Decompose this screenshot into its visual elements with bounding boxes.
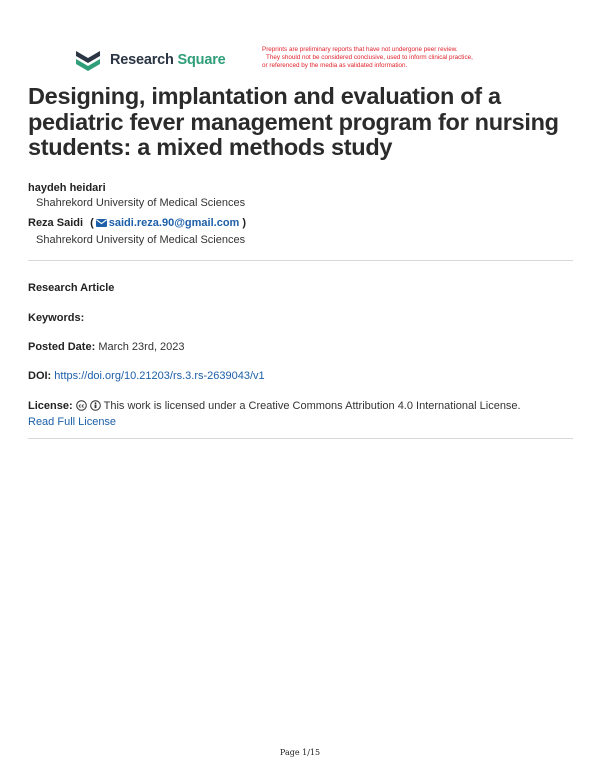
creative-commons-icon xyxy=(76,400,87,411)
author-email: saidi.reza.90@gmail.com xyxy=(108,217,240,229)
posted-date-label: Posted Date: xyxy=(28,341,96,353)
doi xyxy=(28,369,265,383)
doi-link[interactable]: https://doi.org/10.21203/rs.3.rs-2639043/v1 xyxy=(54,370,265,382)
paper-title: Designing, implantation and evaluation of a pediatric fever management program for nursing students: a mixed methods study xyxy=(28,83,559,160)
attribution-icon xyxy=(90,400,101,411)
research-square-logo-icon xyxy=(74,48,102,72)
disclaimer-line: They should not be considered conclusive, used to inform clinical practice, xyxy=(266,54,473,61)
doi-label: DOI: xyxy=(28,370,52,382)
page-number: Page 1/15 xyxy=(279,748,321,757)
author-name: Reza Saidi xyxy=(28,217,84,229)
logo-word-research: Research xyxy=(110,52,174,68)
divider xyxy=(28,438,573,439)
disclaimer-line: Preprints are preliminary reports that have not undergone peer review. xyxy=(262,46,458,53)
author-affiliation: Shahrekord University of Medical Sciences xyxy=(36,197,246,209)
preprint-disclaimer xyxy=(262,46,562,70)
license-icons xyxy=(76,400,101,415)
posted-date xyxy=(28,340,185,354)
keywords xyxy=(28,311,84,325)
author-email-link[interactable] xyxy=(94,217,240,229)
posted-date-value: March 23rd, 2023 xyxy=(98,341,185,353)
license-text: This work is licensed under a Creative Commons Attribution 4.0 International License. xyxy=(103,400,521,412)
svg-text:cc: cc xyxy=(78,403,85,410)
article-type xyxy=(28,281,114,295)
author-1 xyxy=(28,181,106,195)
author-2 xyxy=(28,216,246,230)
logo-wordmark xyxy=(110,52,226,68)
read-full-license-link[interactable]: Read Full License xyxy=(28,416,117,428)
paren-close: ) xyxy=(242,217,246,229)
research-square-logo[interactable] xyxy=(74,48,226,72)
read-license xyxy=(28,415,116,429)
disclaimer-line: or referenced by the media as validated information. xyxy=(262,62,408,69)
paren-open: ( xyxy=(90,217,94,229)
divider xyxy=(28,260,573,261)
license-label: License: xyxy=(28,400,73,412)
keywords-label: Keywords: xyxy=(28,312,85,324)
license xyxy=(28,399,521,415)
author-affiliation: Shahrekord University of Medical Sciences xyxy=(36,234,246,246)
logo-word-square: Square xyxy=(177,52,226,68)
article-type-label: Research Article xyxy=(28,282,115,294)
envelope-icon xyxy=(96,219,107,227)
author-name: haydeh heidari xyxy=(28,182,106,194)
